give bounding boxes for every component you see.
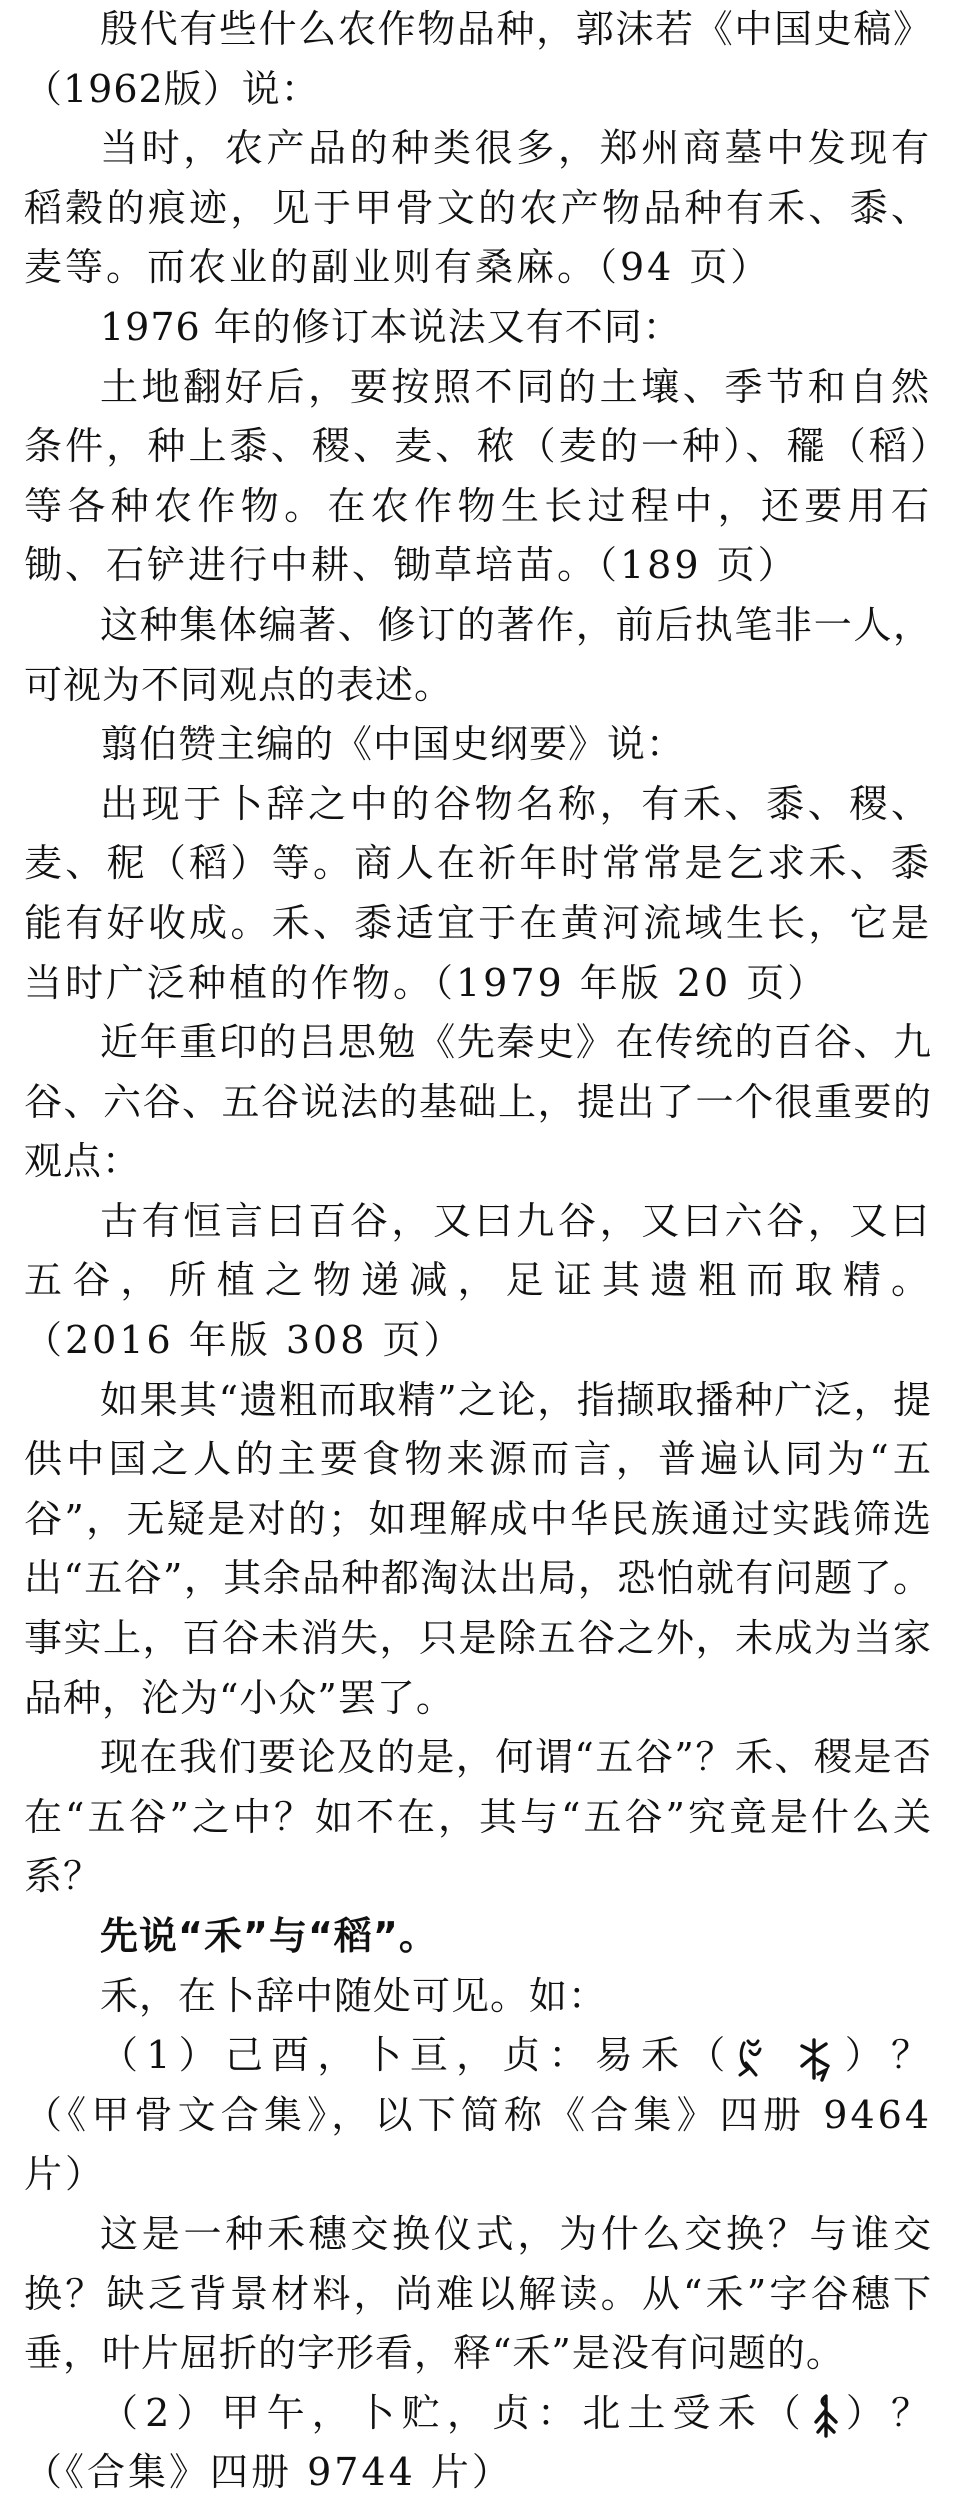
oracle-bone-glyph-he-2-icon (810, 2392, 840, 2440)
quote-paragraph-7: 出现于卜辞之中的谷物名称，有禾、黍、稷、麦、秜（稻）等。商人在祈年时常常是乞求禾、黍能有好收成。禾、黍适宜于在黄河流域生长，它是当时广泛种植的作物。（1979 年版 20 页） (24, 781, 932, 1005)
section-heading: 先说“禾”与“稻”。 (100, 1914, 438, 1958)
paragraph-13: 禾，在卜辞中随处可见。如： (100, 1973, 608, 2018)
example-1-after: ）？（《甲骨文合集》，以下简称《合集》四册 9464 片） (24, 2033, 932, 2197)
example-2-before: （2）甲午，卜贮，贞：北土受禾（ (100, 2390, 808, 2435)
paragraph-1: 殷代有些什么农作物品种，郭沫若《中国史稿》（1962版）说： (24, 7, 932, 111)
paragraph-8: 近年重印的吕思勉《先秦史》在传统的百谷、九谷、六谷、五谷说法的基础上，提出了一个很重要的观点： (24, 1020, 932, 1184)
example-2-after: ）？（《合集》四册 9744 片） (24, 2390, 932, 2495)
oracle-bone-glyph-he-icon (792, 2036, 838, 2082)
paragraph-5: 这种集体编著、修订的著作，前后执笔非一人，可视为不同观点的表述。 (24, 602, 932, 707)
paragraph-10: 如果其“遗粗而取精”之论，指撷取播种广泛，提供中国之人的主要食物来源而言，普遍认同为“五谷”，无疑是对的；如理解成中华民族通过实践筛选出“五谷”，其余品种都淘汰出局，恐怕就有问题了。事实上，百谷未消失，只是除五谷之外，未成为当家品种，沦为“小众”罢了。 (24, 1377, 932, 1720)
quote-paragraph-4: 土地翻好后，要按照不同的土壤、季节和自然条件，种上黍、稷、麦、秾（麦的一种）、䆉（稻）等各种农作物。在农作物生长过程中，还要用石锄、石铲进行中耕、锄草培苗。（189 页） (24, 364, 932, 588)
oracle-bone-glyph-yi-icon (736, 2037, 788, 2081)
paragraph-3: 1976 年的修订本说法又有不同： (100, 304, 682, 349)
example-1-before: （1）己酉，卜亘，贞：易禾（ (100, 2033, 734, 2078)
paragraph-6: 翦伯赞主编的《中国史纲要》说： (100, 722, 686, 767)
example-1 (0, 2026, 968, 2205)
paragraph-11: 现在我们要论及的是，何谓“五谷”？禾、稷是否在“五谷”之中？如不在，其与“五谷”究竟是什么关系？ (24, 1735, 932, 1899)
paragraph-14: 这是一种禾穗交换仪式，为什么交换？与谁交换？缺乏背景材料，尚难以解读。从“禾”字谷穗下垂，叶片屈折的字形看，释“禾”是没有问题的。 (24, 2211, 932, 2376)
quote-paragraph-9: 古有恒言曰百谷，又曰九谷，又曰六谷，又曰五谷，所植之物递减，足证其遗粗而取精。（2016 年版 308 页） (24, 1198, 932, 1363)
example-2 (0, 2384, 968, 2503)
quote-paragraph-2: 当时，农产品的种类很多，郑州商墓中发现有稻穀的痕迹，见于甲骨文的农产物品种有禾、黍、麦等。而农业的副业则有桑麻。（94 页） (24, 126, 932, 290)
